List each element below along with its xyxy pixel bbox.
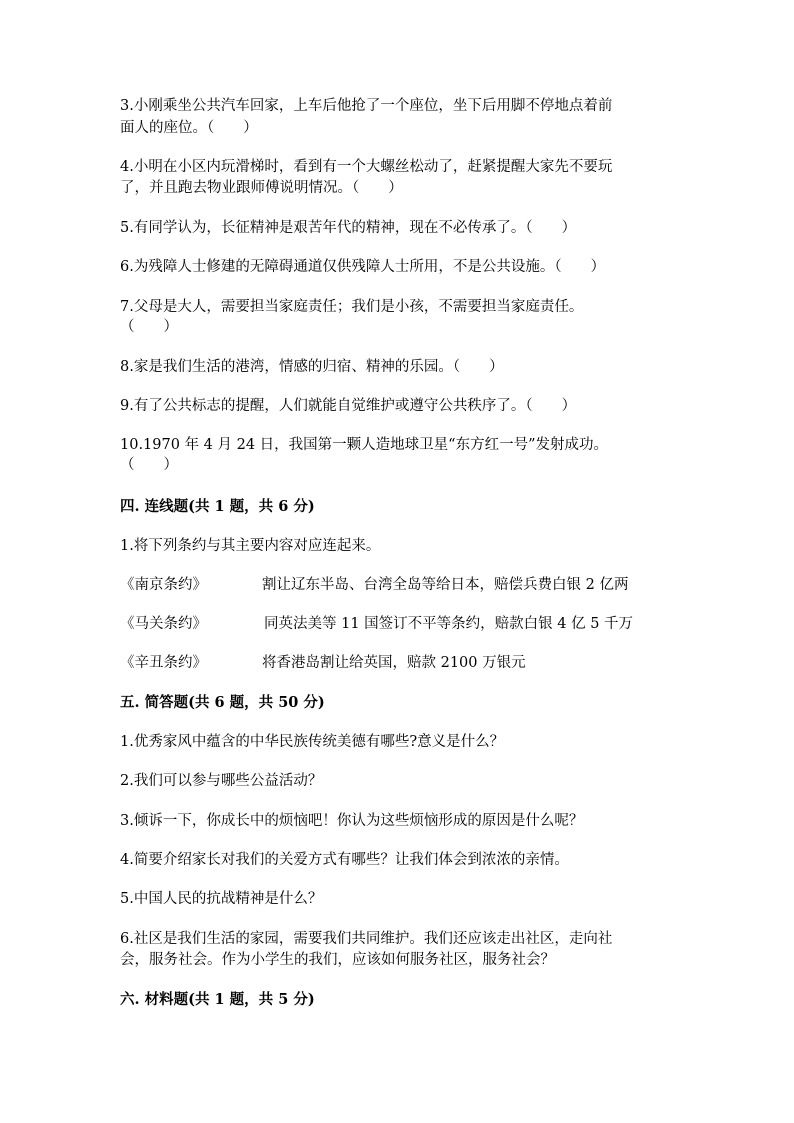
section-4-title: 四. 连线题(共 1 题，共 6 分)	[120, 498, 315, 515]
q10-line1: 10.1970 年 4 月 24 日，我国第一颗人造地球卫星“东方红一号”发射成功。	[120, 437, 609, 453]
treaty-content-2: 同英法美等 11 国签订不平等条约，赔款白银 4 亿 5 千万	[264, 616, 634, 632]
treaty-nanjing: 《南京条约》	[120, 577, 207, 593]
q4-line1: 4.小明在小区内玩滑梯时，看到有一个大螺丝松动了，赶紧提醒大家先不要玩	[120, 159, 613, 175]
q7-line1: 7.父母是大人，需要担当家庭责任；我们是小孩，不需要担当家庭责任。	[120, 299, 584, 315]
section-4-question: 1.将下列条约与其主要内容对应连起来。	[120, 538, 381, 554]
section-5-title: 五. 简答题(共 6 题，共 50 分)	[120, 694, 325, 711]
q6-line: 6.为残障人士修建的无障碍通道仅供残障人士所用，不是公共设施。（ ）	[120, 259, 606, 275]
section-5-q5: 5.中国人民的抗战精神是什么？	[120, 891, 323, 907]
section-6-title: 六. 材料题(共 1 题，共 5 分)	[120, 991, 315, 1008]
q3-line2: 面人的座位。（ ）	[120, 120, 258, 136]
q9-line: 9.有了公共标志的提醒，人们就能自觉维护或遵守公共秩序了。（ ）	[120, 398, 577, 414]
q5-line: 5.有同学认为，长征精神是艰苦年代的精神，现在不必传承了。（ ）	[120, 220, 577, 236]
section-5-q4: 4.简要介绍家长对我们的关爱方式有哪些？让我们体会到浓浓的亲情。	[120, 852, 569, 868]
treaty-xinchou: 《辛丑条约》	[120, 655, 207, 671]
section-5-q6-line1: 6.社区是我们生活的家园，需要我们共同维护。我们还应该走出社区，走向社	[120, 931, 613, 947]
section-5-q1: 1.优秀家风中蕴含的中华民族传统美德有哪些?意义是什么？	[120, 734, 505, 750]
q4-line2: 了，并且跑去物业跟师傅说明情况。（ ）	[120, 180, 403, 196]
section-5-q3: 3.倾诉一下，你成长中的烦恼吧！你认为这些烦恼形成的原因是什么呢？	[120, 813, 584, 829]
q10-line2: （ ）	[120, 457, 178, 473]
section-5-q2: 2.我们可以参与哪些公益活动？	[120, 773, 323, 789]
section-5-q6-line2: 会，服务社会。作为小学生的我们，应该如何服务社区，服务社会？	[120, 952, 555, 968]
q7-line2: （ ）	[120, 319, 178, 335]
treaty-content-3: 将香港岛割让给英国，赔款 2100 万银元	[262, 655, 526, 671]
treaty-maguan: 《马关条约》	[120, 616, 207, 632]
treaty-content-1: 割让辽东半岛、台湾全岛等给日本，赔偿兵费白银 2 亿两	[262, 577, 629, 593]
q8-line: 8.家是我们生活的港湾，情感的归宿、精神的乐园。（ ）	[120, 359, 504, 375]
q3-line1: 3.小刚乘坐公共汽车回家，上车后他抢了一个座位，坐下后用脚不停地点着前	[120, 98, 613, 114]
